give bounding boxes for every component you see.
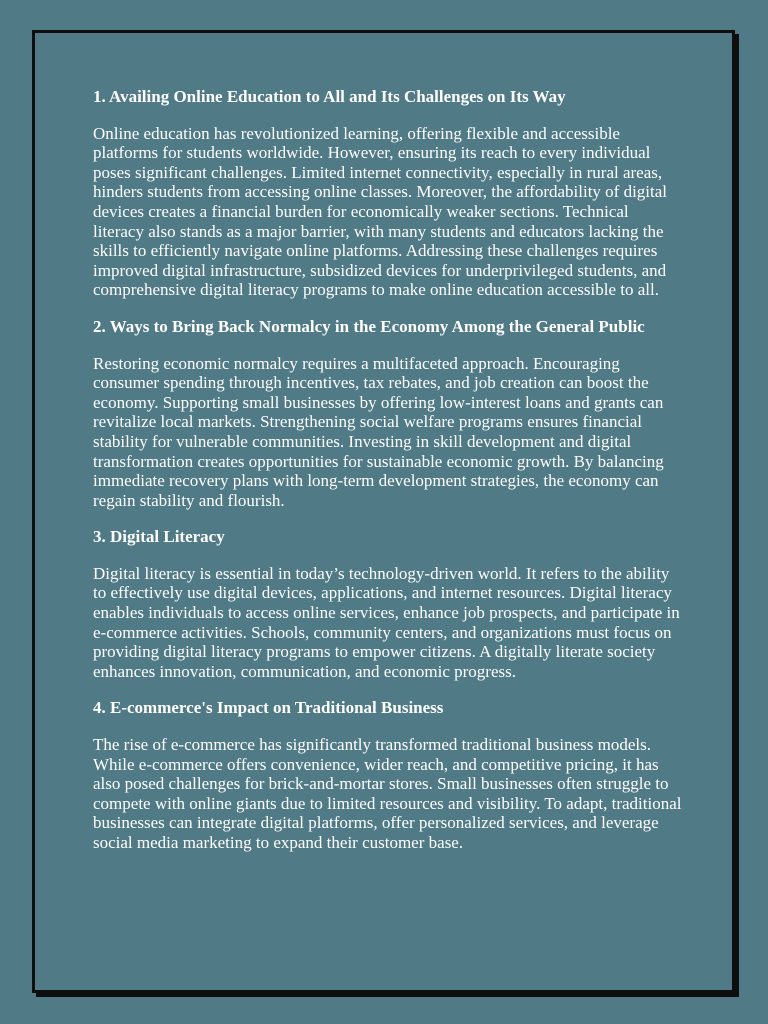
section-title: 4. E-commerce's Impact on Traditional Business: [93, 698, 444, 718]
section-paragraph: Online education has revolutionized learning, offering flexible and accessible platforms for students worldwide. However, ensuring its reach to every individual poses significant challenges. Limited internet connectivity, especially in rural areas, hinders students from accessing online classes. Moreover, the affordability of digital devices creates a financial burden for economically weaker sections. Technical literacy also stands as a major barrier, with many students and educators lacking the skills to efficiently navigate online platforms. Addressing these challenges requires improved digital infrastructure, subsidized devices for underprivileged students, and comprehensive digital literacy programs to make online education accessible to all.: [93, 123, 668, 300]
document-content: [93, 87, 683, 870]
section-paragraph: Digital literacy is essential in today’s technology-driven world. It refers to the ability to effectively use digital devices, applications, and internet resources. Digital literacy enables individuals to access online services, enhance job prospects, and participate in e-commerce activities. Schools, community centers, and organizations must focus on providing digital literacy programs to empower citizens. A digitally literate society enhances innovation, communication, and economic progress.: [93, 563, 680, 681]
section-title: 2. Ways to Bring Back Normalcy in the Economy Among the General Public: [93, 316, 645, 336]
section-paragraph: The rise of e-commerce has significantly transformed traditional business models. While e-commerce offers convenience, wider reach, and competitive pricing, it has also posed challenges for brick-and-mortar stores. Small businesses often struggle to compete with online giants due to limited resources and visibility. To adapt, traditional businesses can integrate digital platforms, offer personalized services, and leverage social media marketing to expand their customer base.: [93, 735, 682, 852]
section-title: 1. Availing Online Education to All and Its Challenges on Its Way: [93, 87, 566, 106]
section-title: 3. Digital Literacy: [93, 527, 225, 547]
section-paragraph: Restoring economic normalcy requires a multifaceted approach. Encouraging consumer spending through incentives, tax rebates, and job creation can boost the economy. Supporting small businesses by offering low-interest loans and grants can revitalize local markets. Strengthening social welfare programs ensures financial stability for vulnerable communities. Investing in skill development and digital transformation creates opportunities for sustainable economic growth. By balancing immediate recovery plans with long-term development strategies, the economy can regain stability and flourish.: [93, 353, 664, 510]
